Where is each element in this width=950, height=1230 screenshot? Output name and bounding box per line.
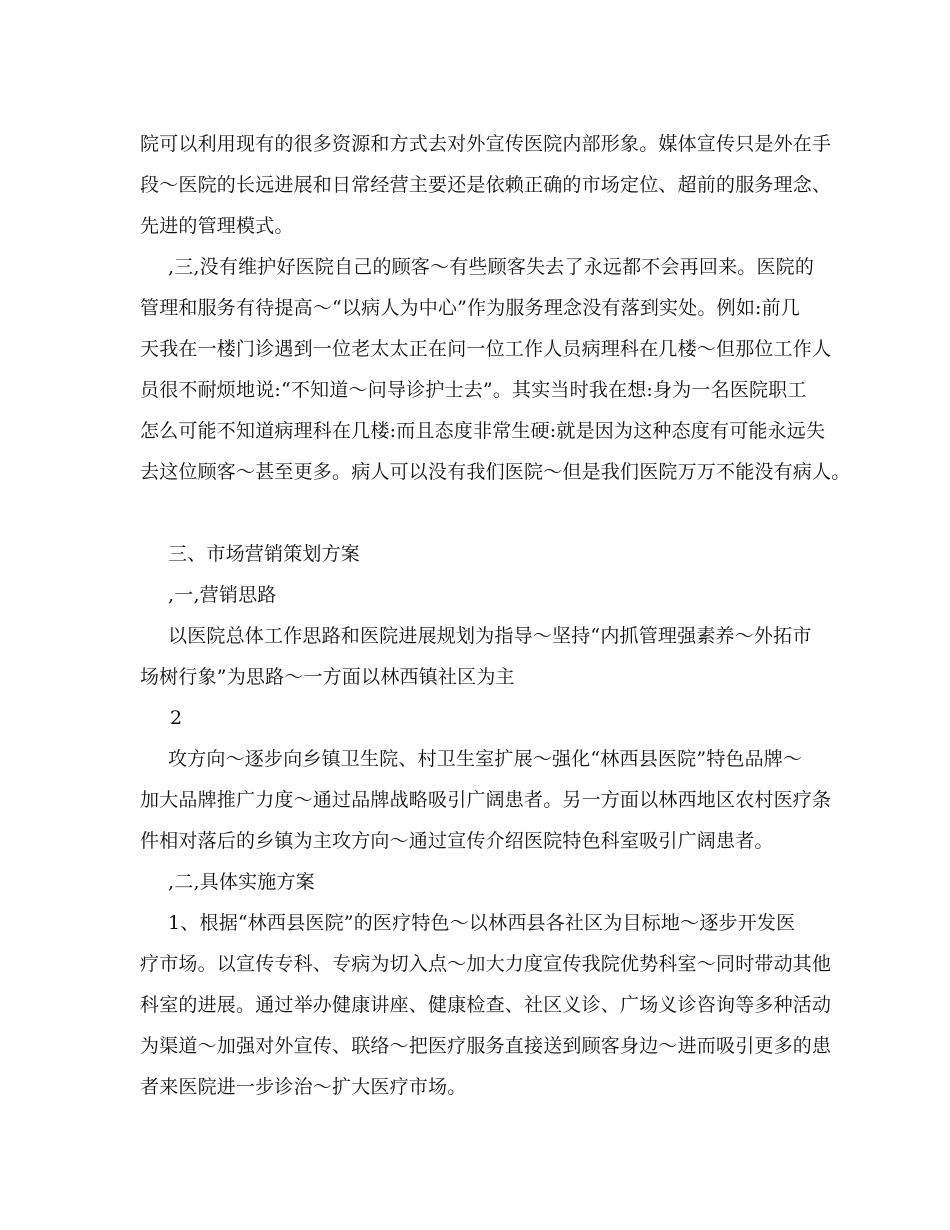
text-line: 天我在一楼门诊遇到一位老太太正在问一位工作人员病理科在几楼～但那位工作人 — [140, 338, 832, 360]
text-line: 院可以利用现有的很多资源和方式去对外宣传医院内部形象。媒体宣传只是外在手 — [140, 133, 832, 155]
text-line: 管理和服务有待提高～“以病人为中心”作为服务理念没有落到实处。例如:前几 — [140, 297, 801, 319]
text-line: 为渠道～加强对外宣传、联络～把医疗服务直接送到顾客身边～进而吸引更多的患 — [140, 1035, 832, 1057]
text-line: 科室的进展。通过举办健康讲座、健康检查、社区义诊、广场义诊咨询等多种活动 — [140, 994, 832, 1016]
section-heading: ,一,营销思路 — [168, 584, 277, 606]
text-line: 场树行象”为思路～一方面以林西镇社区为主 — [140, 666, 515, 688]
text-line: 以医院总体工作思路和医院进展规划为指导～坚持“内抓管理强素养～外拓市 — [168, 625, 812, 647]
text-line: 段～医院的长远进展和日常经营主要还是依赖正确的市场定位、超前的服务理念、 — [140, 174, 832, 196]
text-line: 去这位顾客～甚至更多。病人可以没有我们医院～但是我们医院万万不能没有病人。 — [140, 461, 851, 483]
text-line: 先进的管理模式。 — [140, 215, 294, 237]
page-number: 2 — [170, 707, 183, 729]
text-line: 攻方向～逐步向乡镇卫生院、村卫生室扩展～强化“林西县医院”特色品牌～ — [168, 748, 803, 770]
text-line: 者来医院进一步诊治～扩大医疗市场。 — [140, 1076, 467, 1098]
text-line: 件相对落后的乡镇为主攻方向～通过宣传介绍医院特色科室吸引广阔患者。 — [140, 830, 774, 852]
chapter-heading: 三、市场营销策划方案 — [168, 543, 361, 565]
text-line: 怎么可能不知道病理科在几楼:而且态度非常生硬:就是因为这种态度有可能永远失 — [140, 420, 826, 442]
text-line: 员很不耐烦地说:“不知道～问导诊护士去”。其实当时我在想:身为一名医院职工 — [140, 379, 807, 401]
section-heading: ,三,没有维护好医院自己的顾客～有些顾客失去了永远都不会再回来。医院的 — [168, 256, 815, 278]
text-line: 1、根据“林西县医院”的医疗特色～以林西县各社区为目标地～逐步开发医 — [168, 912, 796, 934]
text-line: 疗市场。以宣传专科、专病为切入点～加大力度宣传我院优势科室～同时带动其他 — [140, 953, 832, 975]
section-heading: ,二,具体实施方案 — [168, 871, 315, 893]
text-line: 加大品牌推广力度～通过品牌战略吸引广阔患者。另一方面以林西地区农村医疗条 — [140, 789, 832, 811]
